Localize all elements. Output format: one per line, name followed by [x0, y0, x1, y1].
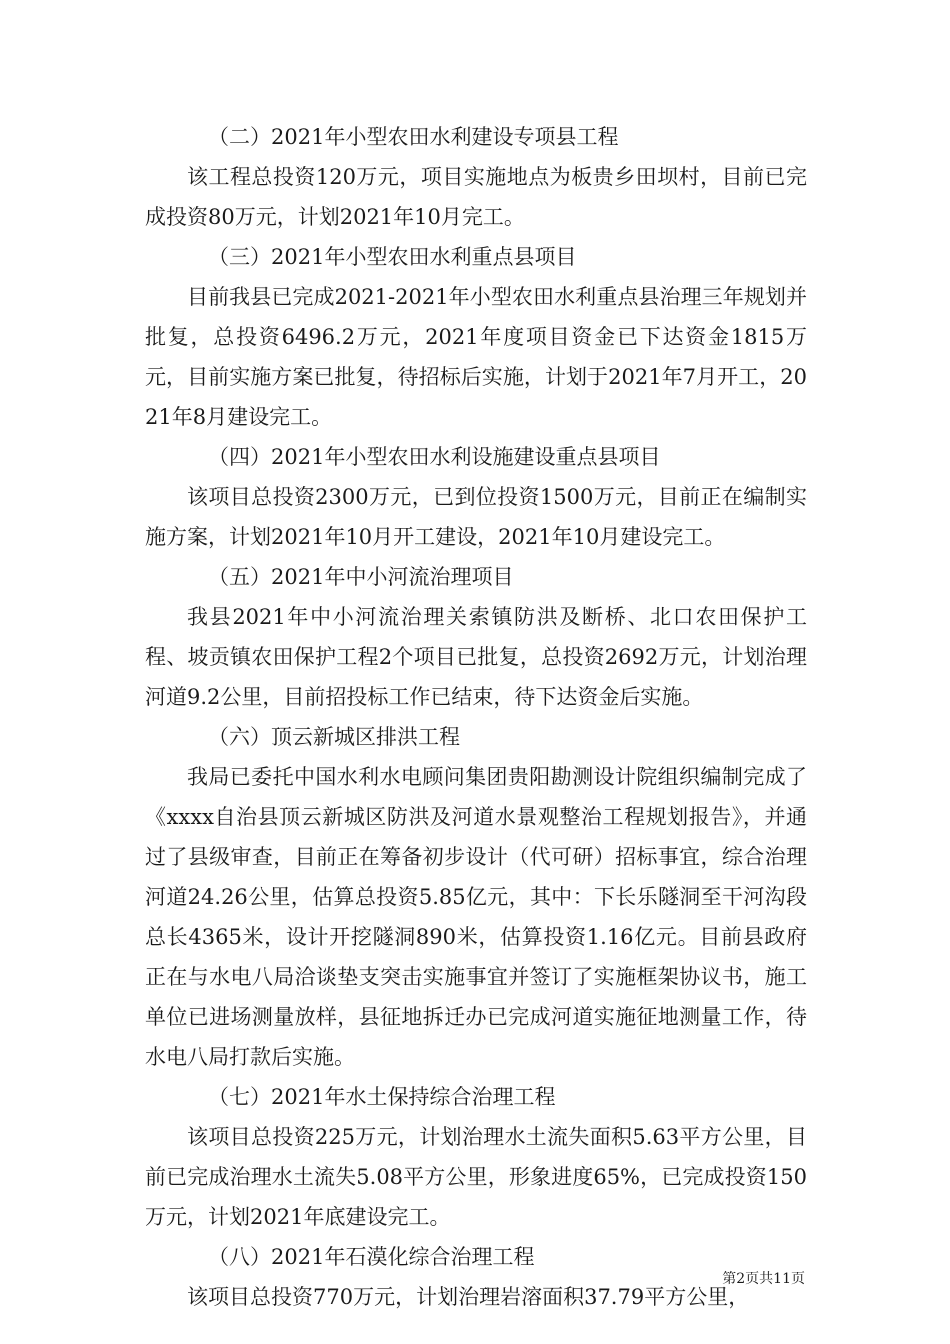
section-heading-5: （五）2021年中小河流治理项目 — [208, 565, 514, 589]
section-paragraph-8: 该项目总投资770万元，计划治理岩溶面积37.79平方公里， — [187, 1285, 750, 1309]
document-body — [145, 117, 807, 1317]
section-paragraph-5: 我县2021年中小河流治理关索镇防洪及断桥、北口农田保护工程、坡贡镇农田保护工程2个项目已批复，总投资2692万元，计划治理河道9.2公里，目前招投标工作已结束，待下达资金后实施。 — [145, 605, 807, 709]
section-heading-8: （八）2021年石漠化综合治理工程 — [208, 1245, 535, 1269]
section-paragraph-7: 该项目总投资225万元，计划治理水土流失面积5.63平方公里，目前已完成治理水土流失5.08平方公里，形象进度65%，已完成投资150万元，计划2021年底建设完工。 — [145, 1125, 807, 1229]
section-paragraph-3: 目前我县已完成2021-2021年小型农田水利重点县治理三年规划并批复，总投资6496.2万元，2021年度项目资金已下达资金1815万元，目前实施方案已批复，待招标后实施，计划于2021年7月开工，2021年8月建设完工。 — [145, 285, 807, 429]
section-heading-7: （七）2021年水土保持综合治理工程 — [208, 1085, 556, 1109]
section-paragraph-6: 我局已委托中国水利水电顾问集团贵阳勘测设计院组织编制完成了《xxxx自治县顶云新城区防洪及河道水景观整治工程规划报告》，并通过了县级审查，目前正在筹备初步设计（代可研）招标事宜，综合治理河道24.26公里，估算总投资5.85亿元，其中：下长乐隧洞至干河沟段总长4365米，设计开挖隧洞890米，估算投资1.16亿元。目前县政府正在与水电八局洽谈垫支突击实施事宜并签订了实施框架协议书，施工单位已进场测量放样，县征地拆迁办已完成河道实施征地测量工作，待水电八局打款后实施。 — [145, 765, 807, 1069]
section-heading-4: （四）2021年小型农田水利设施建设重点县项目 — [208, 445, 661, 469]
page-number-footer: 第2页共11页 — [722, 1271, 805, 1287]
section-paragraph-4: 该项目总投资2300万元，已到位投资1500万元，目前正在编制实施方案，计划2021年10月开工建设，2021年10月建设完工。 — [145, 485, 807, 549]
section-paragraph-2: 该工程总投资120万元，项目实施地点为板贵乡田坝村，目前已完成投资80万元，计划2021年10月完工。 — [145, 165, 807, 229]
section-heading-2: （二）2021年小型农田水利建设专项县工程 — [208, 125, 619, 149]
section-heading-6: （六）顶云新城区排洪工程 — [208, 725, 460, 749]
section-heading-3: （三）2021年小型农田水利重点县项目 — [208, 245, 577, 269]
